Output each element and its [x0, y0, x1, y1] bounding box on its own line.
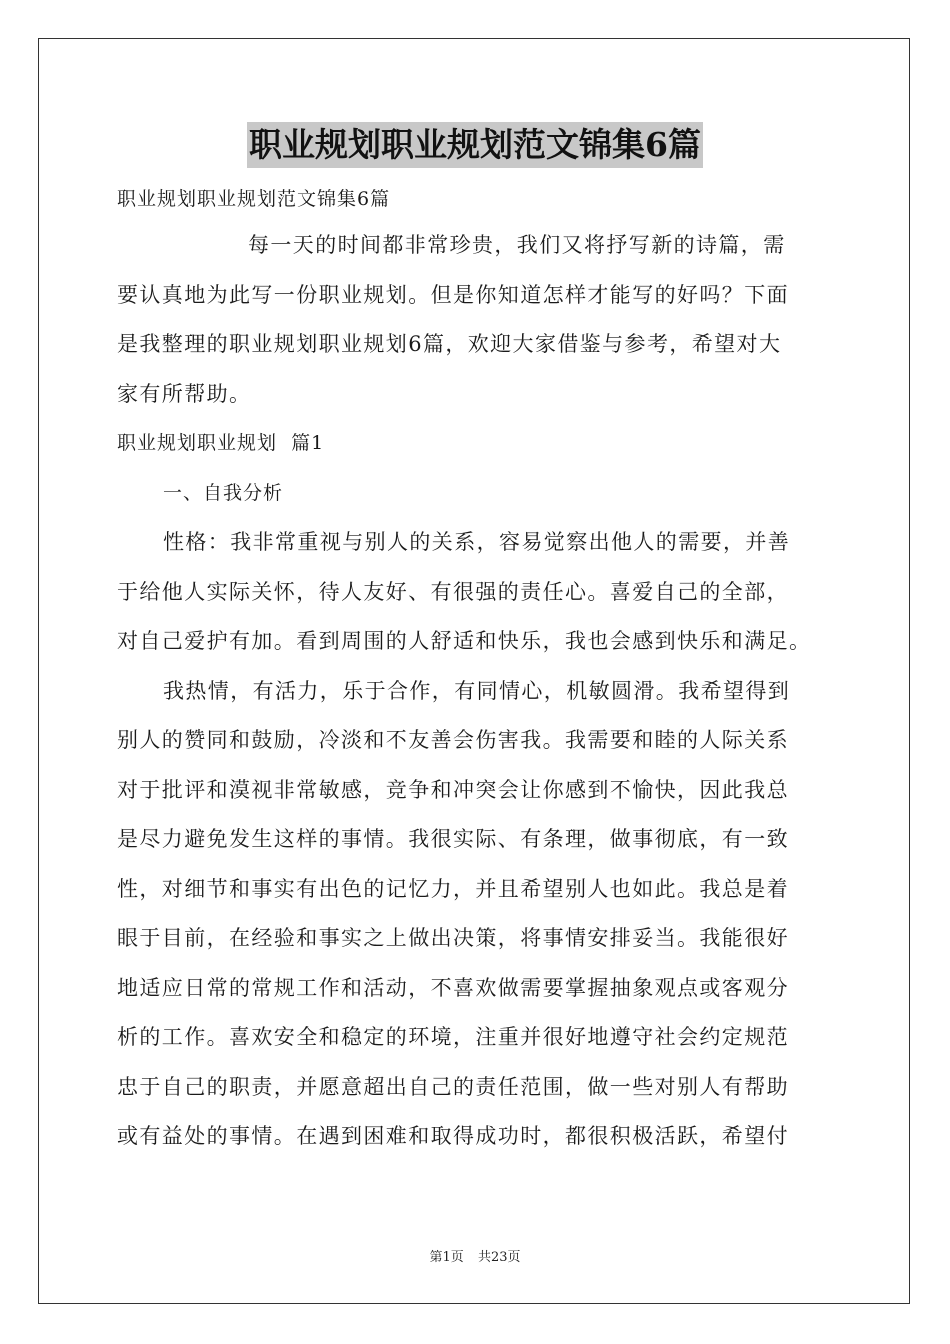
paragraph-line: 对于批评和漠视非常敏感，竞争和冲突会让你感到不愉快，因此我总 [117, 777, 789, 802]
intro-line: 是我整理的职业规划职业规划6篇，欢迎大家借鉴与参考，希望对大 [117, 332, 782, 356]
paragraph-line: 我热情，有活力，乐于合作，有同情心，机敏圆滑。我希望得到 [163, 678, 791, 703]
paragraph-line: 析的工作。喜欢安全和稳定的环境，注重并很好地遵守社会约定规范 [117, 1025, 789, 1049]
paragraph-line: 忠于自己的职责，并愿意超出自己的责任范围，做一些对别人有帮助 [117, 1074, 789, 1099]
subsection-heading: 一、自我分析 [163, 481, 284, 504]
document-body [117, 178, 835, 1162]
title-container [0, 122, 950, 168]
intro-line: 每一天的时间都非常珍贵，我们又将抒写新的诗篇，需 [248, 233, 786, 257]
intro-line: 要认真地为此写一份职业规划。但是你知道怎样才能写的好吗？下面 [117, 282, 789, 307]
document-subtitle: 职业规划职业规划范文锦集6篇 [117, 188, 391, 210]
paragraph-line: 性格：我非常重视与别人的关系，容易觉察出他人的需要，并善 [163, 530, 791, 554]
paragraph-line: 或有益处的事情。在遇到困难和取得成功时，都很积极活跃，希望付 [117, 1124, 789, 1148]
section-heading: 职业规划职业规划 篇1 [117, 432, 325, 454]
traits-paragraph [117, 667, 835, 1162]
document-title: 职业规划职业规划范文锦集6篇 [247, 122, 703, 168]
paragraph-line: 对自己爱护有加。看到周围的人舒适和快乐，我也会感到快乐和满足。 [117, 629, 812, 653]
paragraph-line: 眼于目前，在经验和事实之上做出决策，将事情安排妥当。我能很好 [117, 926, 789, 950]
page-number-total: 共23页 [477, 1250, 521, 1265]
paragraph-line: 别人的赞同和鼓励，冷淡和不友善会伤害我。我需要和睦的人际关系 [117, 728, 789, 752]
intro-line: 家有所帮助。 [117, 381, 252, 406]
intro-paragraph [117, 221, 835, 419]
page-number-current: 第1页 [429, 1250, 464, 1265]
page-footer [0, 1246, 950, 1265]
paragraph-line: 于给他人实际关怀，待人友好、有很强的责任心。喜爱自己的全部， [117, 579, 789, 604]
paragraph-line: 性，对细节和事实有出色的记忆力，并且希望别人也如此。我总是着 [117, 876, 789, 901]
paragraph-line: 是尽力避免发生这样的事情。我很实际、有条理，做事彻底，有一致 [117, 827, 789, 851]
paragraph-line: 地适应日常的常规工作和活动，不喜欢做需要掌握抽象观点或客观分 [117, 975, 789, 1000]
personality-paragraph [117, 518, 835, 667]
